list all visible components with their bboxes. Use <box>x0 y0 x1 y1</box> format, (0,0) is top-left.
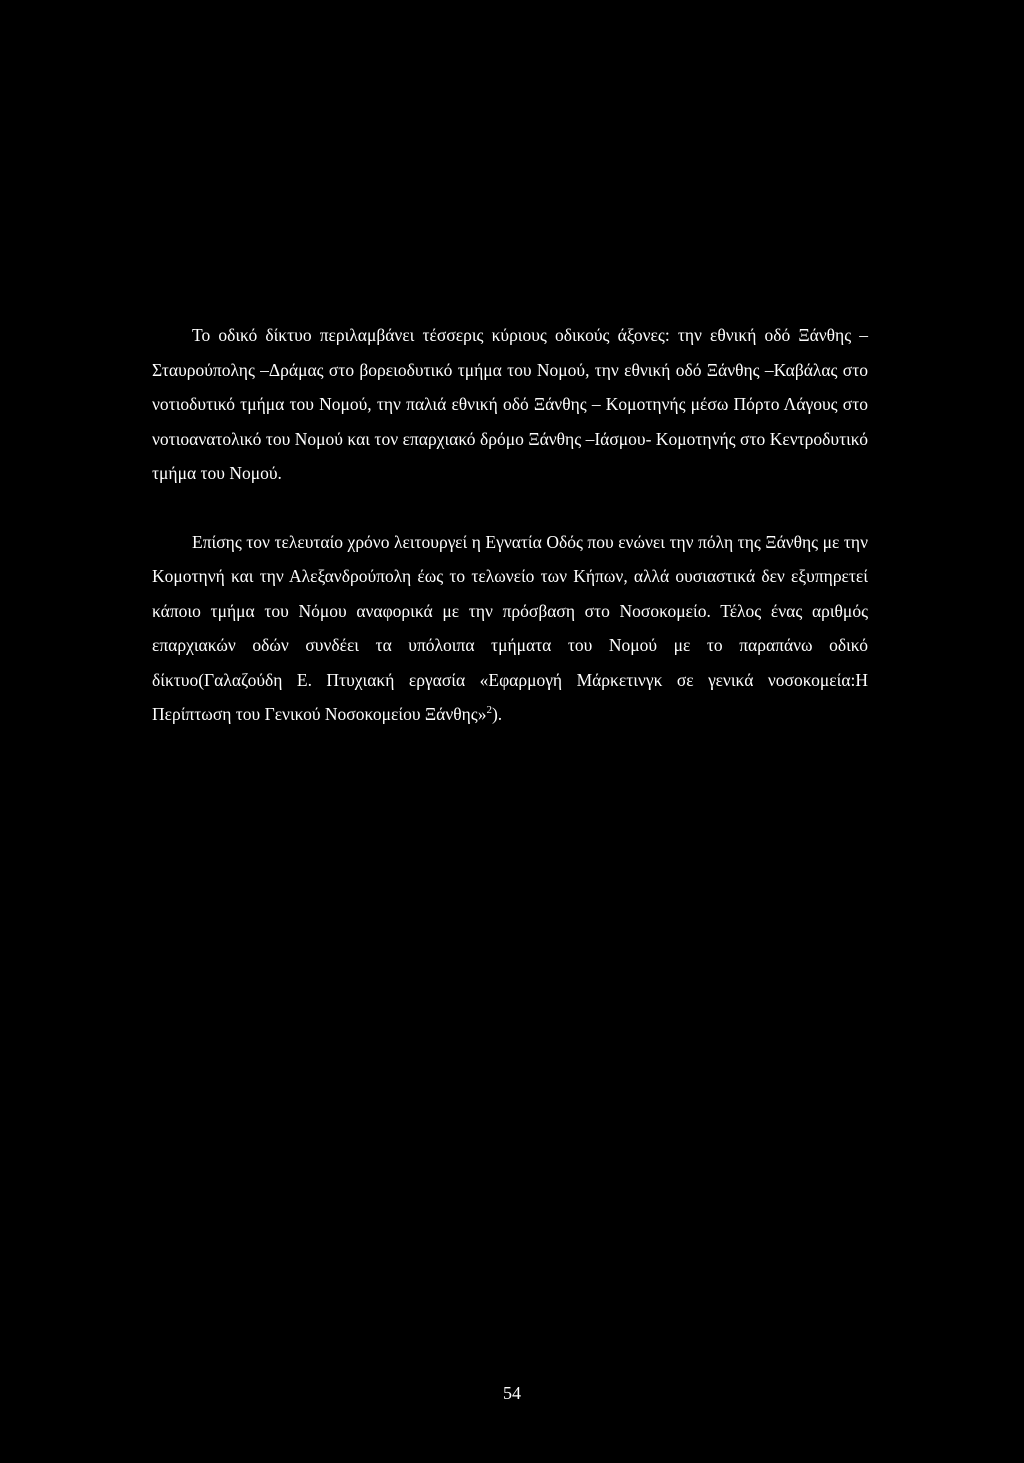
footnote-reference: 2 <box>486 704 492 717</box>
paragraph-egnatia <box>152 525 868 732</box>
page-number: 54 <box>503 1383 521 1403</box>
body-text <box>152 318 868 732</box>
paragraph-egnatia-text: Επίσης τον τελευταίο χρόνο λειτουργεί η Εγνατία Οδός που ενώνει την πόλη της Ξάνθης με την Κομοτηνή και την Αλεξανδρούπολη έως το τελωνείο των Κήπων, αλλά ουσιαστικά δεν εξυπηρετεί κάποιο τμήμα του Νόμου αναφορικά με την πρόσβαση στο Νοσοκομείο. Τέλος ένας αριθμός επαρχιακών οδών συνδέει τα υπόλοιπα τμήματα του Νομού με το παραπάνω οδικό δίκτυο(Γαλαζούδη Ε. Πτυχιακή εργασία «Εφαρμογή Μάρκετινγκ σε γενικά νοσοκομεία:Η Περίπτωση του Γενικού Νοσοκομείου Ξάνθης» <box>152 531 868 724</box>
paragraph-egnatia-tail: ). <box>491 704 503 724</box>
paragraph-road-network: Το οδικό δίκτυο περιλαμβάνει τέσσερις κύριους οδικούς άξονες: την εθνική οδό Ξάνθης – Σταυρούπολης –Δράμας στο βορειοδυτικό τμήμα του Νομού, την εθνική οδό Ξάνθης –Καβάλας στο νοτιοδυτικό τμήμα του Νομού, την παλιά εθνική οδό Ξάνθης – Κομοτηνής μέσω Πόρτο Λάγους στο νοτιοανατολικό του Νομού και τον επαρχιακό δρόμο Ξάνθης –Ιάσμου- Κομοτηνής στο Κεντροδυτικό τμήμα του Νομού. <box>152 325 868 483</box>
